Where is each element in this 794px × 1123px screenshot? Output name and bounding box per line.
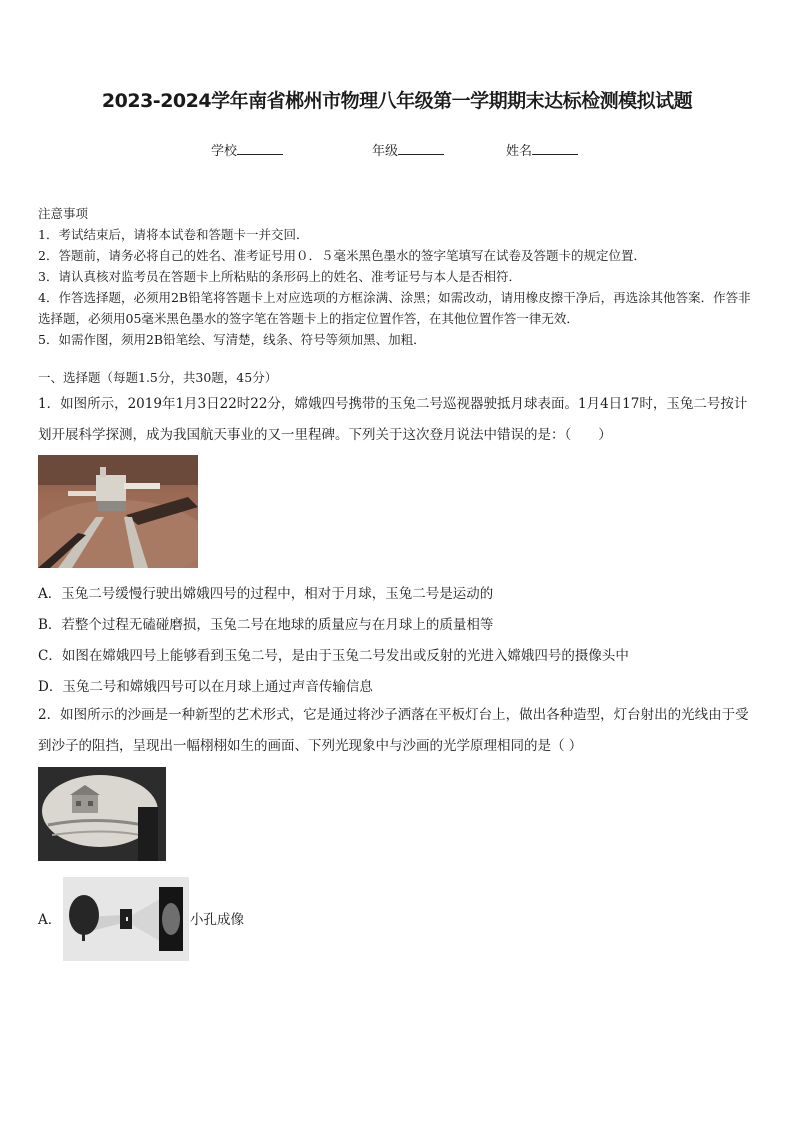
notes-block bbox=[38, 203, 758, 350]
sand-painting-photo bbox=[38, 767, 166, 861]
q2-option-a-text: 小孔成像 bbox=[190, 912, 244, 928]
question-1-stem: 1．如图所示，2019年1月3日22时22分，嫦娥四号携带的玉兔二号巡视器驶抵月球表面。1月4日17时，玉兔二号按计划开展科学探测，成为我国航天事业的又一里程碑。下列关于这次登月说法中错误的是：（ ） bbox=[38, 396, 748, 443]
notes-heading: 注意事项 bbox=[38, 206, 89, 221]
school-blank bbox=[237, 142, 283, 155]
name-label: 姓名 bbox=[506, 144, 533, 159]
question-2-stem: 2．如图所示的沙画是一种新型的艺术形式，它是通过将沙子洒落在平板灯台上，做出各种造型，灯台射出的光线由于受到沙子的阻挡，呈现出一幅栩栩如生的画面、下列光现象中与沙画的光学原理相同的是（ ） bbox=[38, 707, 749, 754]
lunar-rover-photo bbox=[38, 455, 198, 568]
q1-option-d: D．玉兔二号和嫦娥四号可以在月球上通过声音传输信息 bbox=[38, 679, 373, 695]
q1-option-c: C．如图在嫦娥四号上能够看到玉兔二号，是由于玉兔二号发出或反射的光进入嫦娥四号的摄像头中 bbox=[38, 648, 629, 664]
section-title: 一、选择题（每题1.5分，共30题，45分） bbox=[38, 370, 278, 385]
name-field bbox=[506, 140, 578, 159]
note-item: 5．如需作图，须用2B铅笔绘、写清楚，线条、符号等须加黑、加粗． bbox=[38, 332, 426, 347]
grade-label: 年级 bbox=[372, 144, 399, 159]
grade-field bbox=[372, 140, 444, 159]
page-title: 2023-2024学年南省郴州市物理八年级第一学期期末达标检测模拟试题 bbox=[101, 90, 693, 112]
school-label: 学校 bbox=[211, 144, 238, 159]
grade-blank bbox=[398, 142, 444, 155]
q2-option-a-letter: A． bbox=[38, 912, 62, 928]
note-item: 1．考试结束后，请将本试卷和答题卡一并交回． bbox=[38, 227, 309, 242]
name-blank bbox=[532, 142, 578, 155]
pinhole-camera-image bbox=[63, 877, 189, 961]
school-field bbox=[211, 140, 283, 159]
q1-option-b: B．若整个过程无磕碰磨损，玉兔二号在地球的质量应与在月球上的质量相等 bbox=[38, 617, 494, 633]
note-item: 2．答题前，请务必将自己的姓名、准考证号用０．５毫米黑色墨水的签字笔填写在试卷及答题卡的规定位置． bbox=[38, 248, 646, 263]
note-item: 3．请认真核对监考员在答题卡上所粘贴的条形码上的姓名、准考证号与本人是否相符． bbox=[38, 269, 521, 284]
q1-option-a: A．玉兔二号缓慢行驶出嫦娥四号的过程中，相对于月球，玉兔二号是运动的 bbox=[38, 586, 494, 602]
note-item: 4．作答选择题，必须用2B铅笔将答题卡上对应选项的方框涂满、涂黑；如需改动，请用橡皮擦干净后，再选涂其他答案．作答非选择题，必须用05毫米黑色墨水的签字笔在答题卡上的指定位置作答，在其他位置作答一律无效． bbox=[38, 290, 751, 326]
